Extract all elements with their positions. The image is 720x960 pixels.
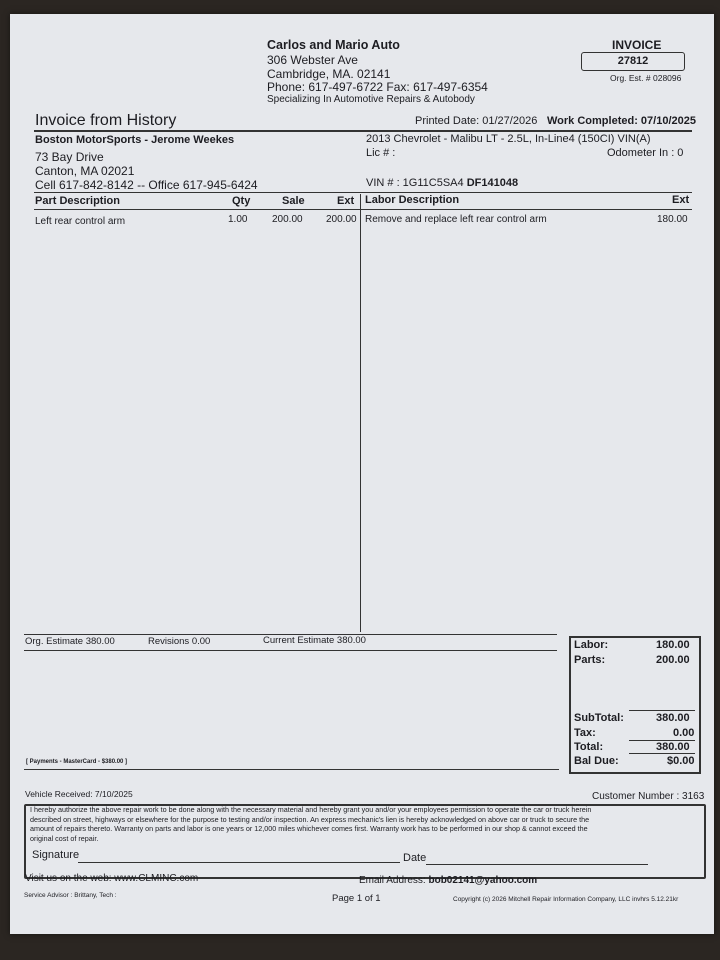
invoice-number: 27812 [581, 52, 685, 71]
customer-phones: Cell 617-842-8142 -- Office 617-945-6424 [35, 178, 258, 192]
shop-address: 306 Webster Ave [267, 53, 358, 67]
shop-phone-fax: Phone: 617-497-6722 Fax: 617-497-6354 [267, 80, 488, 94]
invoice-title: Invoice from History [35, 112, 177, 129]
part-qty: 1.00 [228, 214, 248, 225]
vehicle-odometer: Odometer In : 0 [607, 147, 684, 159]
balance-due-label: Bal Due: [574, 755, 619, 767]
signature-label: Signature [32, 849, 80, 861]
service-advisor: Service Advisor : Brittany, Tech : [24, 892, 117, 899]
authorization-text [30, 805, 591, 843]
tax-label: Tax: [574, 727, 596, 739]
parts-header-ext: Ext [337, 195, 355, 207]
balance-due: $0.00 [667, 755, 695, 767]
vehicle-vin [366, 177, 518, 189]
labor-header-ext: Ext [672, 194, 690, 206]
date-line[interactable] [426, 864, 648, 865]
balance-line [629, 753, 695, 754]
table-header-line [34, 209, 692, 210]
copyright: Copyright (c) 2026 Mitchell Repair Information Company, LLC invhrs 5.12.21kr [453, 896, 679, 903]
total: 380.00 [656, 741, 690, 753]
shop-name: Carlos and Mario Auto [267, 38, 400, 52]
invoice-paper [10, 14, 714, 934]
revisions: Revisions 0.00 [148, 636, 211, 647]
vin-prefix: VIN # : 1G11C5SA4 [366, 177, 464, 189]
customer-name: Boston MotorSports - Jerome Weekes [35, 134, 235, 146]
work-completed: Work Completed: 07/10/2025 [547, 115, 696, 127]
parts-header-qty: Qty [232, 195, 251, 207]
authorization-line: amount of repairs thereto. Warranty on parts and labor is one years or 12,000 miles whichever comes first. Warranty work has to be performed in our shop & cannot exceed the [30, 824, 588, 833]
email-address: bob02141@yahoo.com [428, 875, 538, 886]
estimate-bottom-line [24, 650, 557, 651]
signature-line[interactable] [78, 862, 400, 863]
labor-header-description: Labor Description [365, 194, 460, 206]
shop-specialty: Specializing In Automotive Repairs & Autobody [267, 94, 475, 105]
subtotal-label: SubTotal: [574, 712, 624, 724]
labor-total-label: Labor: [574, 639, 609, 651]
total-label: Total: [574, 741, 604, 753]
email-label: Email Address: [359, 875, 426, 886]
tax: 0.00 [673, 727, 695, 739]
labor-ext: 180.00 [657, 214, 688, 225]
vehicle-received: Vehicle Received: 7/10/2025 [25, 789, 133, 799]
column-divider [360, 194, 361, 632]
customer-city: Canton, MA 02021 [35, 164, 135, 178]
parts-total: 200.00 [656, 654, 690, 666]
vehicle-description: 2013 Chevrolet - Malibu LT - 2.5L, In-Line4 (150CI) VIN(A) [366, 133, 651, 145]
subtotal: 380.00 [656, 712, 690, 724]
email [359, 875, 537, 886]
table-row [35, 216, 125, 227]
org-estimate: Org. Estimate 380.00 [25, 636, 115, 647]
authorization-line: described on street, highways or elsewhere for the purpose to testing and/or inspection. An express mechanic's lien is hereby acknowledged on above car or truck to secure the [30, 814, 590, 824]
part-ext: 200.00 [326, 214, 357, 225]
website: Visit us on the web: www.CLMINC.com [25, 873, 199, 884]
vin-suffix: DF141048 [466, 177, 519, 189]
current-estimate: Current Estimate 380.00 [263, 635, 366, 646]
org-est-number: Org. Est. # 028096 [610, 73, 682, 83]
invoice-label: INVOICE [612, 38, 662, 52]
payments-line [24, 769, 559, 770]
date-label: Date [403, 852, 427, 864]
table-top-line [34, 192, 692, 193]
page-number: Page 1 of 1 [332, 893, 381, 904]
printed-date: Printed Date: 01/27/2026 [415, 115, 538, 127]
vehicle-lic: Lic # : [366, 147, 396, 159]
parts-header-sale: Sale [282, 195, 305, 207]
part-sale: 200.00 [272, 214, 303, 225]
parts-total-label: Parts: [574, 654, 606, 666]
subtotal-line [629, 710, 695, 711]
part-description: Left rear control arm [35, 216, 126, 227]
customer-number: Customer Number : 3163 [592, 791, 705, 802]
parts-header-description: Part Description [35, 195, 120, 207]
authorization-line: I hereby authorize the above repair work to be done along with the necessary material and hereby grant you and/or your employees permission to operate the car or truck herein [30, 805, 592, 814]
customer-address: 73 Bay Drive [35, 150, 104, 164]
labor-total: 180.00 [656, 639, 690, 651]
labor-description: Remove and replace left rear control arm [365, 214, 547, 225]
authorization-line: original cost of repair. [30, 833, 99, 843]
shop-city: Cambridge, MA. 02141 [267, 67, 391, 81]
payments: [ Payments - MasterCard - $380.00 ] [26, 759, 128, 765]
title-divider [34, 130, 692, 132]
